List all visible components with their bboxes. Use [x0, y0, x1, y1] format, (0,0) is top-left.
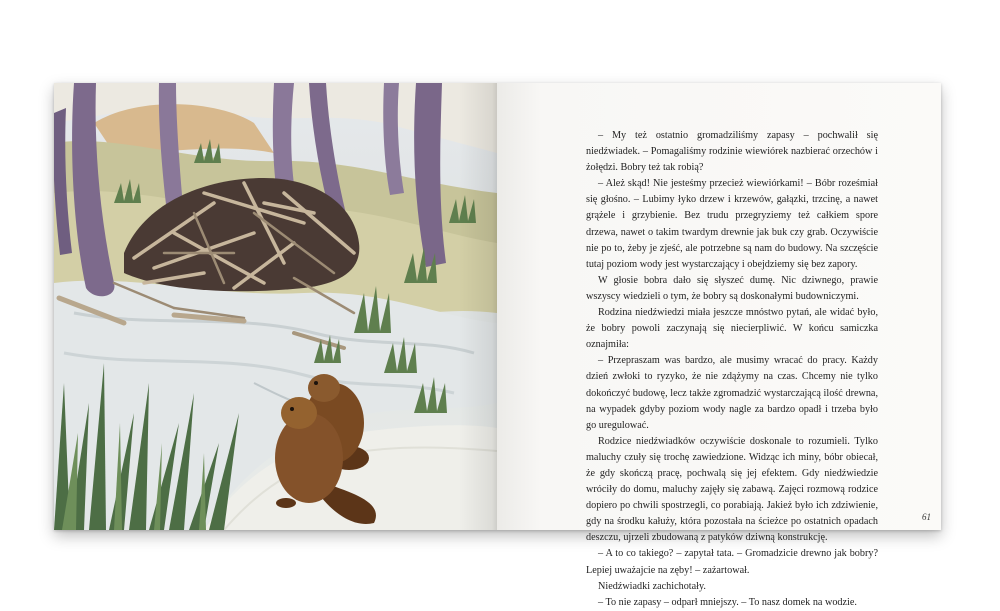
paragraph: – To nie zapasy – odparł mniejszy. – To nasz domek na wodzie. — [598, 596, 857, 608]
paragraph: – My też ostatnio gromadziliśmy zapasy – pochwalił się niedźwiadek. – Pomagaliśmy rodzinie wiewiórek nazbierać orzechów i żołędzi. Bobry też tak robią? — [586, 130, 878, 174]
story-text — [586, 128, 878, 611]
paragraph: – Przepraszam was bardzo, ale musimy wracać do pracy. Każdy dzień zwłoki to ryzyko, że nie zdążymy na czas. Chcemy nie tylko dokończyć budowę, lecz także zgromadzić wystarczającą ilość drewna, na wypadek gdyby poziom wody nagle za bardzo opadł i trzeba było go uregulować. — [586, 355, 878, 431]
paragraph: Niedźwiadki zachichotały. — [598, 580, 706, 592]
paragraph: W głosie bobra dało się słyszeć dumę. Nic dziwnego, prawie wszyscy wiedzieli o tym, że bobry są doskonałymi budowniczymi. — [586, 274, 878, 302]
paragraph: – A to co takiego? – zapytał tata. – Gromadzicie drewno jak bobry? Lepiej uważajcie na zęby! – zażartował. — [586, 548, 878, 576]
page-number: 61 — [922, 512, 931, 522]
paragraph: Rodzina niedźwiedzi miała jeszcze mnóstwo pytań, ale widać było, że bobry powoli zaczynają się niecierpliwić. W końcu samiczka oznajmiła: — [586, 307, 878, 351]
illustration-page — [54, 83, 497, 530]
open-book — [54, 83, 941, 608]
paragraph: Rodzice niedźwiadków oczywiście doskonale to rozumieli. Tylko maluchy czuły się trochę zawiedzione. Widząc ich miny, bóbr obiecał, że gdy skończą pracę, pochwalą się jej efektem. Gdy niedźwiedzie wróciły do domu, maluchy zajęły się zabawą. Zajęci rozmową rodzice dopiero po chwili spostrzegli, co porabiają. Jakież było ich zdziwienie, gdy na środku kałuży, która pozostała na ścieżce po ostatnich opadach deszczu, ujrzeli zbudowaną z patyków dziwną konstrukcję. — [586, 435, 878, 544]
paragraph: – Ależ skąd! Nie jesteśmy przecież wiewiórkami! – Bóbr roześmiał się głośno. – Lubimy łyko drzew i krzewów, gałązki, trzcinę, a nawet grążele i grzybienie. Bez trudu przegryziemy też całkiem spore drzewa, nawet o takim twardym drewnie jak buk czy grab. Oczywiście nie po to, żeby je zjeść, ale potrzebne są nam do budowy. Na szczęście tutaj poziom wody jest wystarczający i obejdziemy się bez zapory. — [586, 178, 878, 270]
text-page — [497, 83, 941, 608]
beaver-lodge-illustration — [54, 83, 497, 530]
